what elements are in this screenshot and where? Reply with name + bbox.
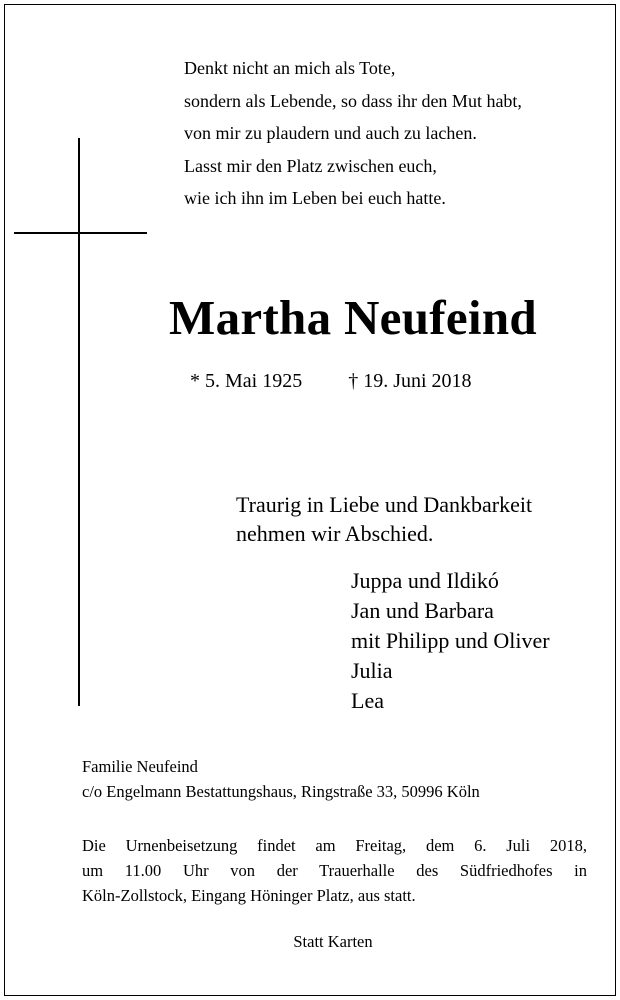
poem-line: Denkt nicht an mich als Tote, (184, 58, 396, 78)
poem-line: von mir zu plaudern und auch zu lachen. (184, 123, 477, 143)
farewell-message (236, 490, 532, 548)
poem-line: wie ich ihn im Leben bei euch hatte. (184, 188, 446, 208)
contact-address (82, 754, 480, 804)
deceased-name: Martha Neufeind (169, 290, 537, 345)
mourner-name: Lea (351, 688, 384, 713)
poem-line: sondern als Lebende, so dass ihr den Mut habt, (184, 90, 522, 111)
mourner-name: Jan und Barbara (351, 598, 494, 623)
farewell-line: Traurig in Liebe und Dankbarkeit (236, 492, 533, 517)
address-line: c/o Engelmann Bestattungshaus, Ringstraße 33, 50996 Köln (82, 782, 480, 801)
burial-notice (82, 833, 587, 908)
mourner-name: Julia (351, 658, 393, 683)
notice-line: um 11.00 Uhr von der Trauerhalle des Südfriedhofes in (82, 861, 587, 880)
notice-line: Köln-Zollstock, Eingang Höninger Platz, aus statt. (82, 886, 416, 905)
address-line: Familie Neufeind (82, 757, 198, 776)
notice-line: Die Urnenbeisetzung findet am Freitag, dem 6. Juli 2018, (82, 836, 587, 855)
memorial-poem (184, 52, 522, 215)
mourner-name: mit Philipp und Oliver (351, 628, 550, 653)
cross-icon-horizontal-bar (14, 232, 147, 234)
life-dates (190, 368, 472, 394)
death-date: † 19. Juni 2018 (348, 370, 472, 392)
mourners-list (351, 566, 550, 716)
poem-line: Lasst mir den Platz zwischen euch, (184, 155, 437, 176)
birth-date: * 5. Mai 1925 (190, 370, 303, 392)
farewell-line: nehmen wir Abschied. (236, 521, 434, 546)
cross-icon-vertical-bar (78, 138, 80, 706)
footer-note: Statt Karten (293, 932, 373, 951)
mourner-name: Juppa und Ildikó (351, 568, 499, 593)
